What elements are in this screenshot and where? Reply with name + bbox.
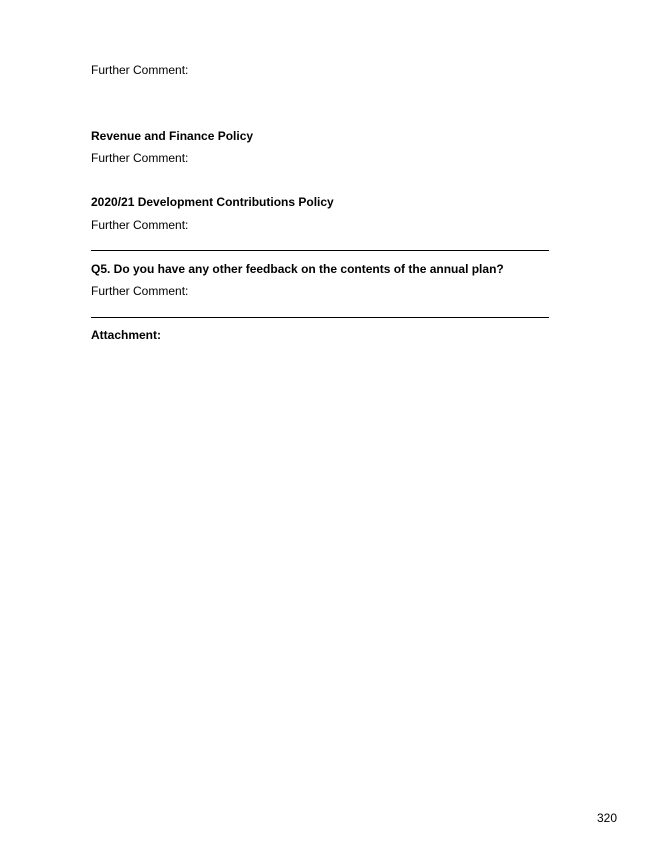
section-divider	[91, 317, 549, 318]
further-comment-label: Further Comment:	[91, 218, 189, 232]
question-heading-q5: Q5. Do you have any other feedback on the contents of the annual plan?	[91, 262, 504, 276]
section-heading-revenue-finance-policy: Revenue and Finance Policy	[91, 129, 254, 143]
page-number: 320	[596, 811, 617, 825]
attachment-label: Attachment:	[91, 328, 162, 342]
further-comment-label: Further Comment:	[91, 63, 189, 77]
section-divider	[91, 250, 549, 251]
section-heading-development-contributions-policy: 2020/21 Development Contributions Policy	[91, 195, 334, 209]
further-comment-label: Further Comment:	[91, 151, 189, 165]
further-comment-label: Further Comment:	[91, 284, 189, 298]
